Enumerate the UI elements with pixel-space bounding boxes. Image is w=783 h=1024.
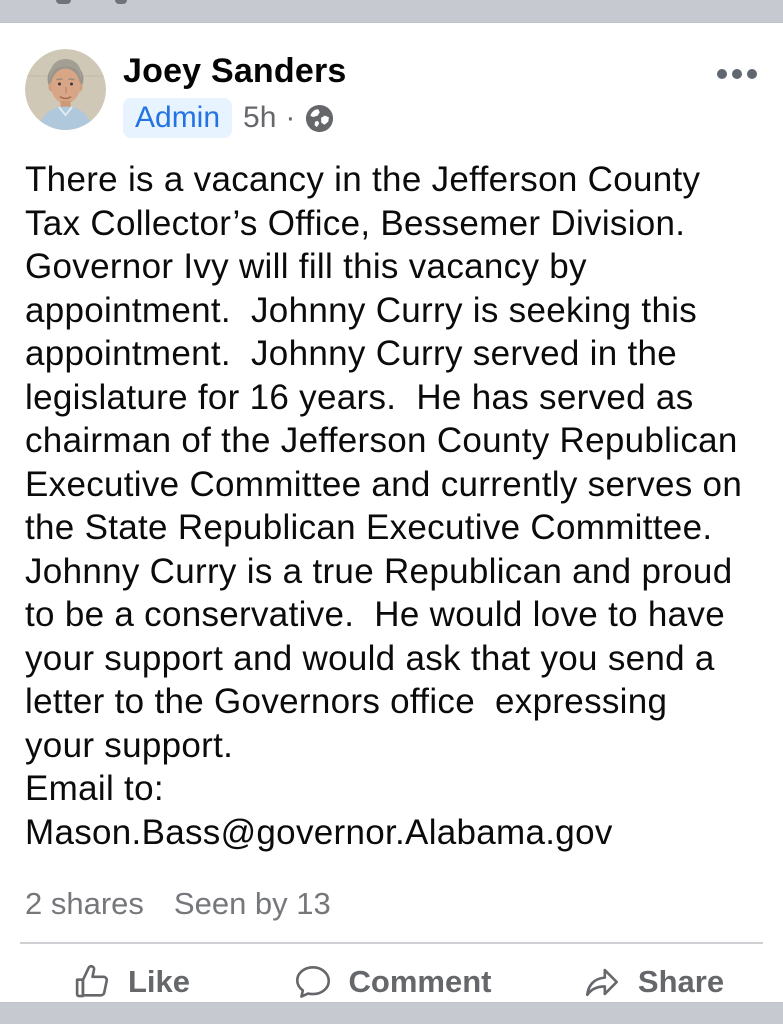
cutoff-glyph-fragment <box>115 0 127 4</box>
post-text-line: to be a conservative. He would love to have <box>25 595 725 634</box>
share-button[interactable] <box>522 961 783 1003</box>
post-text-line: chairman of the Jefferson County Republican <box>25 421 738 460</box>
post-text-line: There is a vacancy in the Jefferson County <box>25 160 701 199</box>
post-text-line: Governor Ivy will fill this vacancy by <box>25 247 587 286</box>
share-arrow-icon <box>581 961 623 1003</box>
post-text-line: appointment. Johnny Curry is seeking this <box>25 290 698 330</box>
post-stats <box>0 885 783 923</box>
header-info <box>123 49 347 138</box>
share-label: Share <box>637 964 725 999</box>
post-text-line: Johnny Curry is a true Republican and proud <box>25 551 733 591</box>
post-text-line: Tax Collector’s Office, Bessemer Division. <box>25 203 686 243</box>
cutoff-glyph-fragment <box>56 0 71 4</box>
thumbs-up-icon <box>71 961 113 1003</box>
post-text-line: your support. <box>25 725 234 765</box>
post-text-line: appointment. Johnny Curry served in the <box>25 334 678 373</box>
admin-badge: Admin <box>123 98 232 138</box>
cutoff-top-chrome <box>0 0 783 23</box>
post-text-line email-address: Mason.Bass@governor.Alabama.gov <box>25 812 613 852</box>
author-name[interactable]: Joey Sanders <box>123 52 347 90</box>
like-button[interactable] <box>0 961 261 1003</box>
share-count[interactable]: 2 shares <box>25 886 144 921</box>
seen-by-count[interactable]: Seen by 13 <box>173 886 331 921</box>
avatar[interactable] <box>25 49 106 130</box>
post-text-line: legislature for 16 years. He has served as <box>25 377 694 417</box>
post-text-line: your support and would ask that you send a <box>25 638 715 678</box>
like-label: Like <box>127 964 191 999</box>
comment-label: Comment <box>348 964 492 999</box>
post-header <box>0 23 783 138</box>
comment-bubble-icon <box>292 961 334 1003</box>
globe-icon <box>304 103 335 134</box>
post-text-line: Email to: <box>25 769 164 808</box>
cutoff-bottom-chrome <box>0 1002 783 1024</box>
timestamp[interactable]: 5h <box>243 101 277 134</box>
meta-separator: · <box>285 101 296 134</box>
post-meta <box>123 98 347 138</box>
post-text-line: the State Republican Executive Committee. <box>25 508 713 547</box>
comment-button[interactable] <box>261 961 522 1003</box>
post-options-ellipsis-icon[interactable] <box>717 63 757 85</box>
post-text <box>0 158 783 854</box>
post-text-line: Executive Committee and currently serves on <box>25 464 743 504</box>
facebook-post-card <box>0 23 783 1020</box>
post-text-line: letter to the Governors office expressing <box>25 682 668 721</box>
